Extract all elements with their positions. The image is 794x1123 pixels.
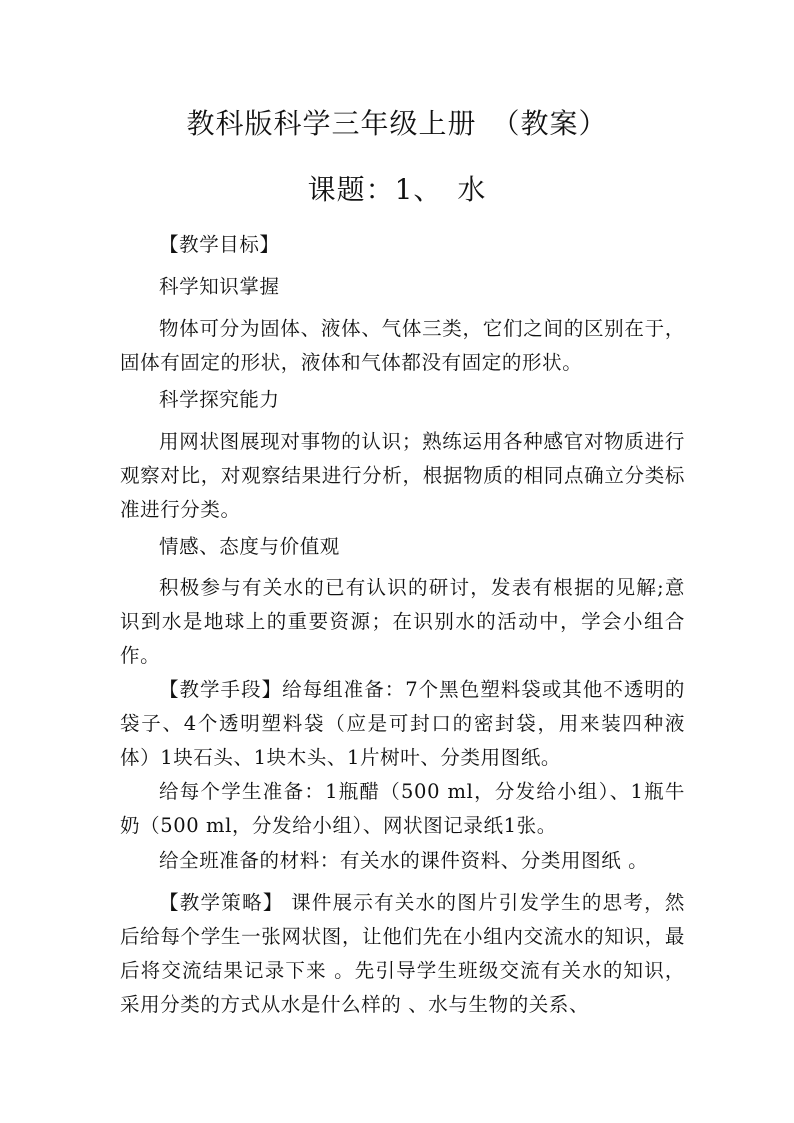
strategy-label: 【教学策略】: [159, 891, 284, 914]
strategy-text: 课件展示有关水的图片引发学生的思考，然后给每个学生一张网状图，让他们先在小组内交流水的知识，最后将交流结果记录下来 。先引导学生班级交流有关水的知识，采用分类的方式从水是什么样的 、水与生物的关系、: [120, 891, 685, 1016]
knowledge-heading: 科学知识掌握: [159, 275, 280, 298]
inquiry-heading: 科学探究能力: [159, 388, 280, 411]
attitude-paragraph: 积极参与有关水的已有认识的研讨，发表有根据的见解;意识到水是地球上的重要资源；在识别水的活动中，学会小组合作。: [120, 576, 685, 667]
inquiry-paragraph: 用网状图展现对事物的认识；熟练运用各种感官对物质进行观察对比，对观察结果进行分析，根据物质的相同点确立分类标准进行分类。: [120, 430, 685, 521]
students-paragraph: 给每个学生准备：1瓶醋（500 ml，分发给小组）、1瓶牛奶（500 ml，分发给小组）、网状图记录纸1张。: [120, 780, 685, 837]
means-paragraph: [120, 673, 685, 775]
knowledge-paragraph: 物体可分为固体、液体、气体三类，它们之间的区别在于，固体有固定的形状，液体和气体都没有固定的形状。: [120, 317, 685, 374]
lesson-title: 课题：1、 水: [307, 173, 487, 206]
class-paragraph: 给全班准备的材料：有关水的课件资料、分类用图纸 。: [159, 849, 649, 872]
document-title: 教科版科学三年级上册 （教案）: [186, 107, 608, 140]
means-label: 【教学手段】: [159, 678, 283, 701]
strategy-paragraph: [120, 886, 685, 1022]
means-text: 给每组准备：7个黑色塑料袋或其他不透明的袋子、4个透明塑料袋（应是可封口的密封袋，用来装四种液体）1块石头、1块木头、1片树叶、分类用图纸。: [120, 678, 685, 769]
attitude-heading: 情感、态度与价值观: [159, 535, 340, 558]
goals-heading: 【教学目标】: [159, 233, 280, 256]
